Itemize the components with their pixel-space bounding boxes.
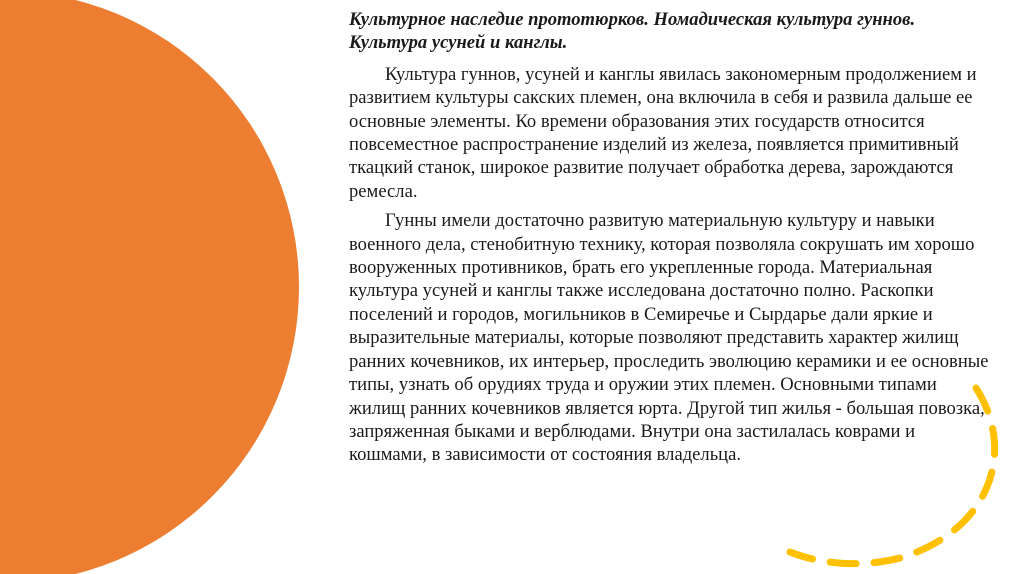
- orange-circle-decoration: [0, 0, 299, 574]
- text-content: [349, 8, 989, 473]
- slide-heading: Культурное наследие прототюрков. Номадическая культура гуннов. Культура усуней и канглы.: [349, 9, 916, 54]
- paragraph-1: Культура гуннов, усуней и канглы явилась закономерным продолжением и развитием культуры сакских племен, она включила в себя и развила дальше ее основные элементы. Ко времени образования этих государств относится повсеместное распространение изделий из железа, появляется примитивный ткацкий станок, широкое развитие получает обработка дерева, зарождаются ремесла.: [349, 63, 977, 202]
- paragraph-2: Гунны имели достаточно развитую материальную культуру и навыки военного дела, стенобитную технику, которая позволяла сокрушать им хорошо вооруженных противников, брать его укрепленные города. Материальная культура усуней и канглы также исследована достаточно полно. Раскопки поселений и городов, могильников в Семиречье и Сырдарье дали яркие и выразительные материалы, которые позволяют представить характер жилищ ранних кочевников, их интерьер, проследить эволюцию керамики и ее основные типы, узнать об орудиях труда и оружии этих племен. Основными типами жилищ ранних кочевников является юрта. Другой тип жилья - большая повозка, запряженная быками и верблюдами. Внутри она застилалась коврами и кошмами, в зависимости от состояния владельца.: [349, 210, 989, 466]
